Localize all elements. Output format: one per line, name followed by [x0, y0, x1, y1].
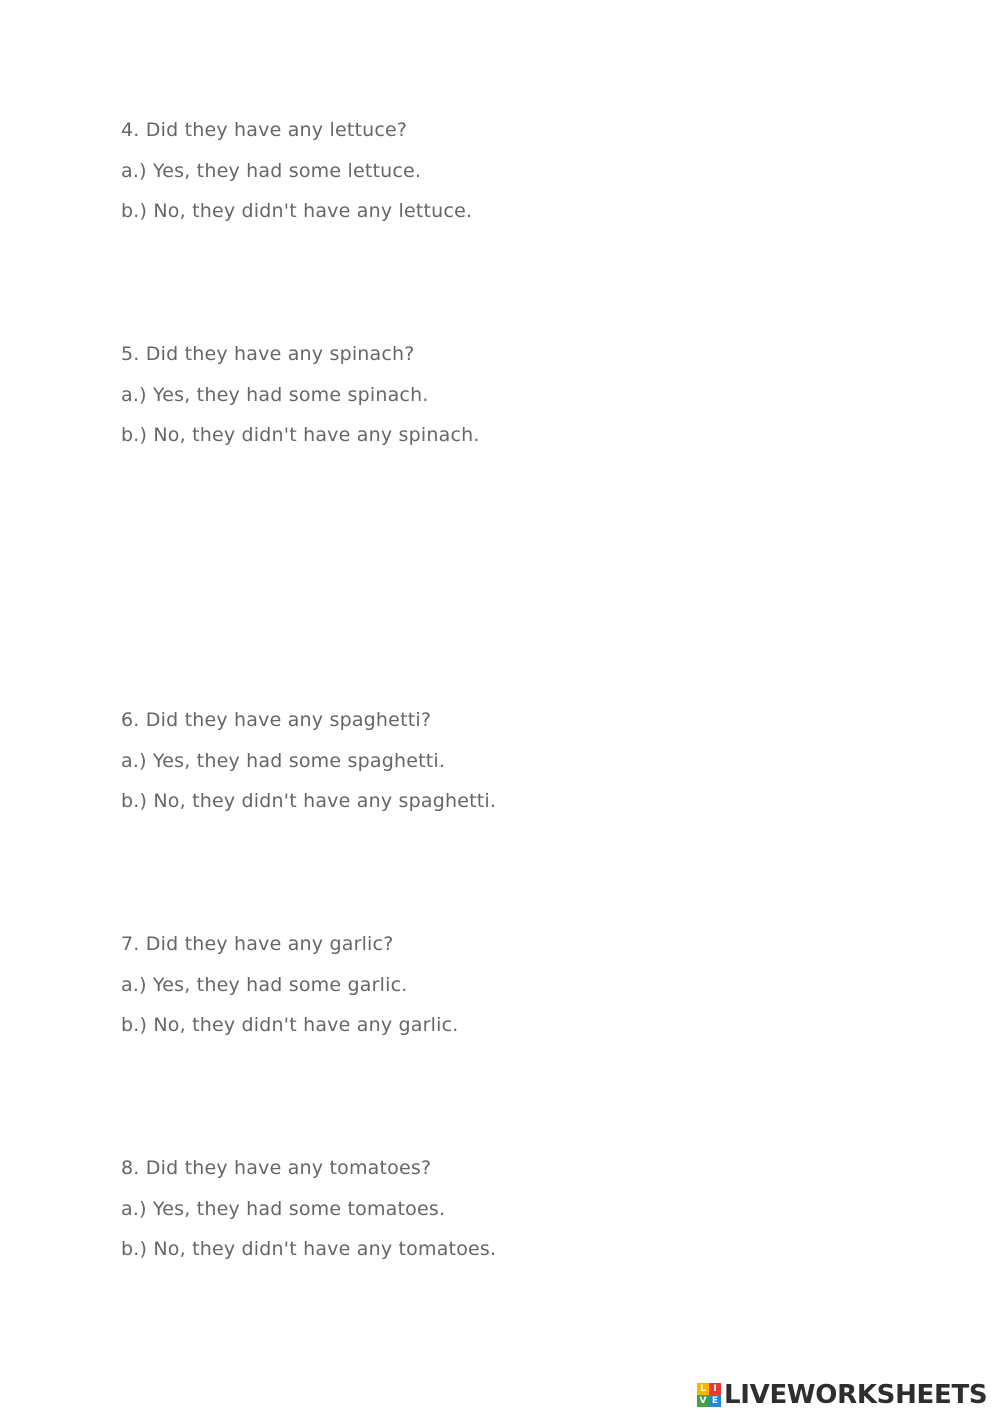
question-prompt: 5. Did they have any spinach? [121, 343, 415, 365]
brand-wordmark: LIVEWORKSHEETS [724, 1380, 988, 1410]
question-8 [121, 1156, 881, 1278]
answer-option-b[interactable]: b.) No, they didn't have any lettuce. [121, 200, 473, 223]
question-prompt: 7. Did they have any garlic? [121, 933, 394, 955]
question-prompt: 6. Did they have any spaghetti? [121, 709, 432, 731]
answer-option-b[interactable]: b.) No, they didn't have any spinach. [121, 424, 480, 447]
answer-option-b[interactable]: b.) No, they didn't have any tomatoes. [121, 1238, 497, 1261]
answer-option-a[interactable]: a.) Yes, they had some garlic. [121, 973, 408, 996]
question-6 [121, 708, 881, 830]
logo-letter-e: E [709, 1395, 721, 1407]
logo-letter-v: V [697, 1395, 709, 1407]
question-7 [121, 932, 881, 1054]
logo-letter-l: L [697, 1383, 709, 1395]
answer-option-b[interactable]: b.) No, they didn't have any spaghetti. [121, 790, 497, 813]
answer-option-b[interactable]: b.) No, they didn't have any garlic. [121, 1014, 459, 1037]
liveworksheets-branding [697, 1380, 987, 1410]
question-prompt: 8. Did they have any tomatoes? [121, 1157, 432, 1179]
question-5 [121, 342, 881, 464]
logo-letter-i: I [709, 1383, 721, 1395]
answer-option-a[interactable]: a.) Yes, they had some spinach. [121, 383, 429, 406]
question-4 [121, 118, 881, 240]
answer-option-a[interactable]: a.) Yes, they had some lettuce. [121, 159, 422, 182]
answer-option-a[interactable]: a.) Yes, they had some spaghetti. [121, 749, 446, 772]
question-prompt: 4. Did they have any lettuce? [121, 119, 408, 141]
answer-option-a[interactable]: a.) Yes, they had some tomatoes. [121, 1197, 446, 1220]
liveworksheets-logo-icon [697, 1383, 721, 1407]
